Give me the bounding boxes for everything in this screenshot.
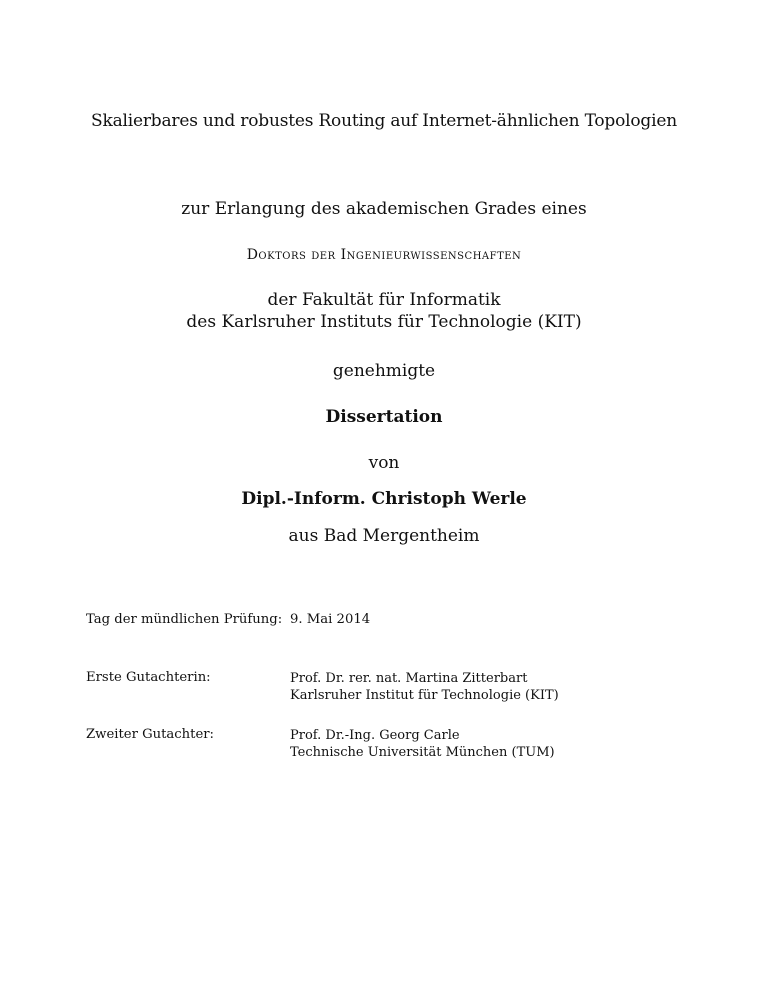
first-reviewer-info (290, 670, 559, 704)
exam-date-value: 9. Mai 2014 (290, 612, 371, 627)
author-name: Dipl.-Inform. Christoph Werle (241, 489, 527, 509)
first-reviewer-affiliation: Karlsruher Institut für Technologie (KIT) (290, 688, 559, 703)
degree-intro: zur Erlangung des akademischen Grades eines (181, 199, 587, 219)
faculty-line-2: des Karlsruher Instituts für Technologie (KIT) (186, 312, 582, 332)
approved-text: genehmigte (332, 361, 436, 381)
degree-name: Doktors der Ingenieurwissenschaften (246, 247, 522, 263)
document-type: Dissertation (325, 407, 443, 427)
first-reviewer-label: Erste Gutachterin: (86, 670, 211, 685)
first-reviewer-name: Prof. Dr. rer. nat. Martina Zitterbart (290, 671, 528, 686)
exam-date-label: Tag der mündlichen Prüfung: (86, 612, 283, 627)
second-reviewer-name: Prof. Dr.-Ing. Georg Carle (290, 728, 460, 743)
faculty-line-1: der Fakultät für Informatik (267, 290, 501, 310)
second-reviewer-affiliation: Technische Universität München (TUM) (290, 745, 555, 760)
faculty-block (0, 289, 768, 333)
second-reviewer-info (290, 727, 555, 761)
author-origin: aus Bad Mergentheim (288, 526, 480, 546)
von-text: von (368, 453, 400, 473)
thesis-title: Skalierbares und robustes Routing auf Internet-ähnlichen Topologien (91, 111, 677, 131)
second-reviewer-label: Zweiter Gutachter: (86, 727, 214, 742)
